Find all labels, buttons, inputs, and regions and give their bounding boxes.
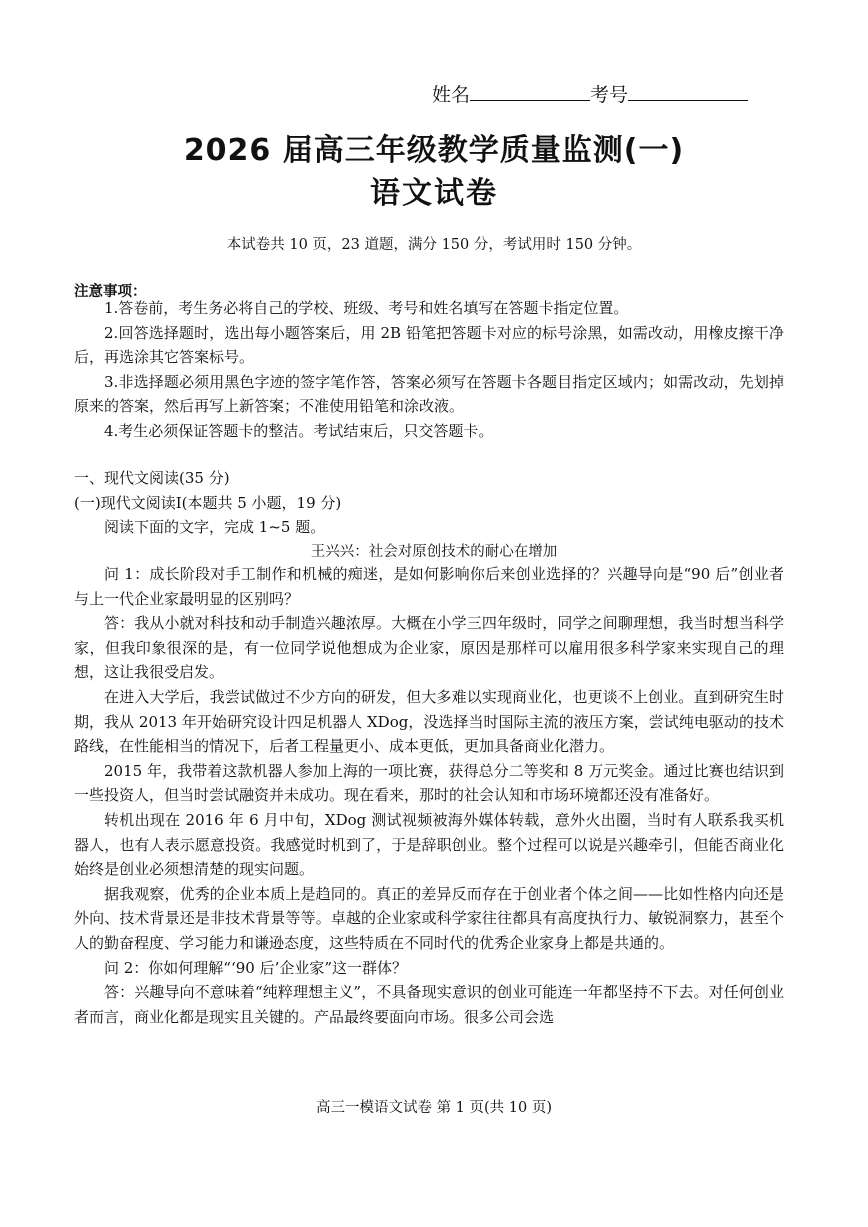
article-paragraph: 答：我从小就对科技和动手制造兴趣浓厚。大概在小学三四年级时，同学之间聊理想，我当时想当科学家，但我印象很深的是，有一位同学说他想成为企业家，原因是那样可以雇用很多科学家来实现自己的理想，这让我很受启发。 xyxy=(74,614,784,682)
exam-title: 2026 届高三年级教学质量监测(一) xyxy=(183,133,685,168)
reading-instruction: 阅读下面的文字，完成 1~5 题。 xyxy=(104,518,326,536)
notice-item: 3.非选择题必须用黑色字迹的签字笔作答，答案必须写在答题卡各题目指定区域内；如需改动，先划掉原来的答案，然后再写上新答案；不准使用铅笔和涂改液。 xyxy=(74,372,784,415)
candidate-info-line xyxy=(432,80,772,107)
article-paragraph: 2015 年，我带着这款机器人参加上海的一项比赛，获得总分二等奖和 8 万元奖金。通过比赛也结识到一些投资人，但当时尝试融资并未成功。现在看来，那时的社会认知和市场环境都还没有准备好。 xyxy=(74,761,784,805)
article-body xyxy=(74,562,784,1029)
page-footer: 高三一模语文试卷 第 1 页(共 10 页) xyxy=(315,1100,553,1116)
notice-item: 2.回答选择题时，选出每小题答案后，用 2B 铅笔把答题卡对应的标号涂黑，如需改动，用橡皮擦干净后，再选涂其它答案标号。 xyxy=(74,323,784,366)
subsection-heading: (一)现代文阅读Ⅰ(本题共 5 小题，19 分) xyxy=(74,494,342,512)
name-blank[interactable] xyxy=(470,82,590,101)
article-paragraph: 问 2：你如何理解“‘90 后’企业家”这一群体？ xyxy=(104,958,408,977)
article-paragraph: 在进入大学后，我尝试做过不少方向的研发，但大多难以实现商业化，也更谈不上创业。直到研究生时期，我从 2013 年开始研究设计四足机器人 XDog，没选择当时国际主流的液压方案，尝试纯电驱动的技术路线，在性能相当的情况下，后者工程量更小、成本更低，更加具备商业化潜力。 xyxy=(74,687,784,756)
notice-heading: 注意事项： xyxy=(74,284,147,300)
article-paragraph: 问 1：成长阶段对手工制作和机械的痴迷，是如何影响你后来创业选择的？兴趣导向是“90 后”创业者与上一代企业家最明显的区别吗？ xyxy=(74,565,784,608)
article-paragraph: 据我观察，优秀的企业本质上是趋同的。真正的差异反而存在于创业者个体之间——比如性格内向还是外向、技术背景还是非技术背景等等。卓越的企业家或科学家往往都具有高度执行力、敏锐洞察力，甚至个人的勤奋程度、学习能力和谦逊态度，这些特质在不同时代的优秀企业家身上都是共通的。 xyxy=(74,884,784,952)
id-label: 考号 xyxy=(590,84,629,106)
notice-item: 1.答卷前，考生务必将自己的学校、班级、考号和姓名填写在答题卡指定位置。 xyxy=(104,299,629,317)
id-blank[interactable] xyxy=(628,82,748,101)
notice-item: 4.考生必须保证答题卡的整洁。考试结束后，只交答题卡。 xyxy=(104,421,494,440)
notice-list xyxy=(74,296,784,443)
exam-intro: 本试卷共 10 页，23 道题，满分 150 分，考试用时 150 分钟。 xyxy=(226,237,642,253)
article-paragraph: 转机出现在 2016 年 6 月中旬，XDog 测试视频被海外媒体转载，意外火出圈，当时有人联系我买机器人，也有人表示愿意投资。我感觉时机到了，于是辞职创业。整个过程可以说是兴趣牵引，但能否商业化始终是创业必须想清楚的现实问题。 xyxy=(74,810,784,879)
article-title: 王兴兴：社会对原创技术的耐心在增加 xyxy=(310,544,558,560)
exam-subject-title: 语文试卷 xyxy=(370,176,498,211)
section-heading: 一、现代文阅读(35 分) xyxy=(74,469,230,487)
name-label: 姓名 xyxy=(432,84,471,106)
article-paragraph: 答：兴趣导向不意味着“纯粹理想主义”，不具备现实意识的创业可能连一年都坚持不下去。对任何创业者而言，商业化都是现实且关键的。产品最终要面向市场。很多公司会选 xyxy=(74,983,784,1026)
